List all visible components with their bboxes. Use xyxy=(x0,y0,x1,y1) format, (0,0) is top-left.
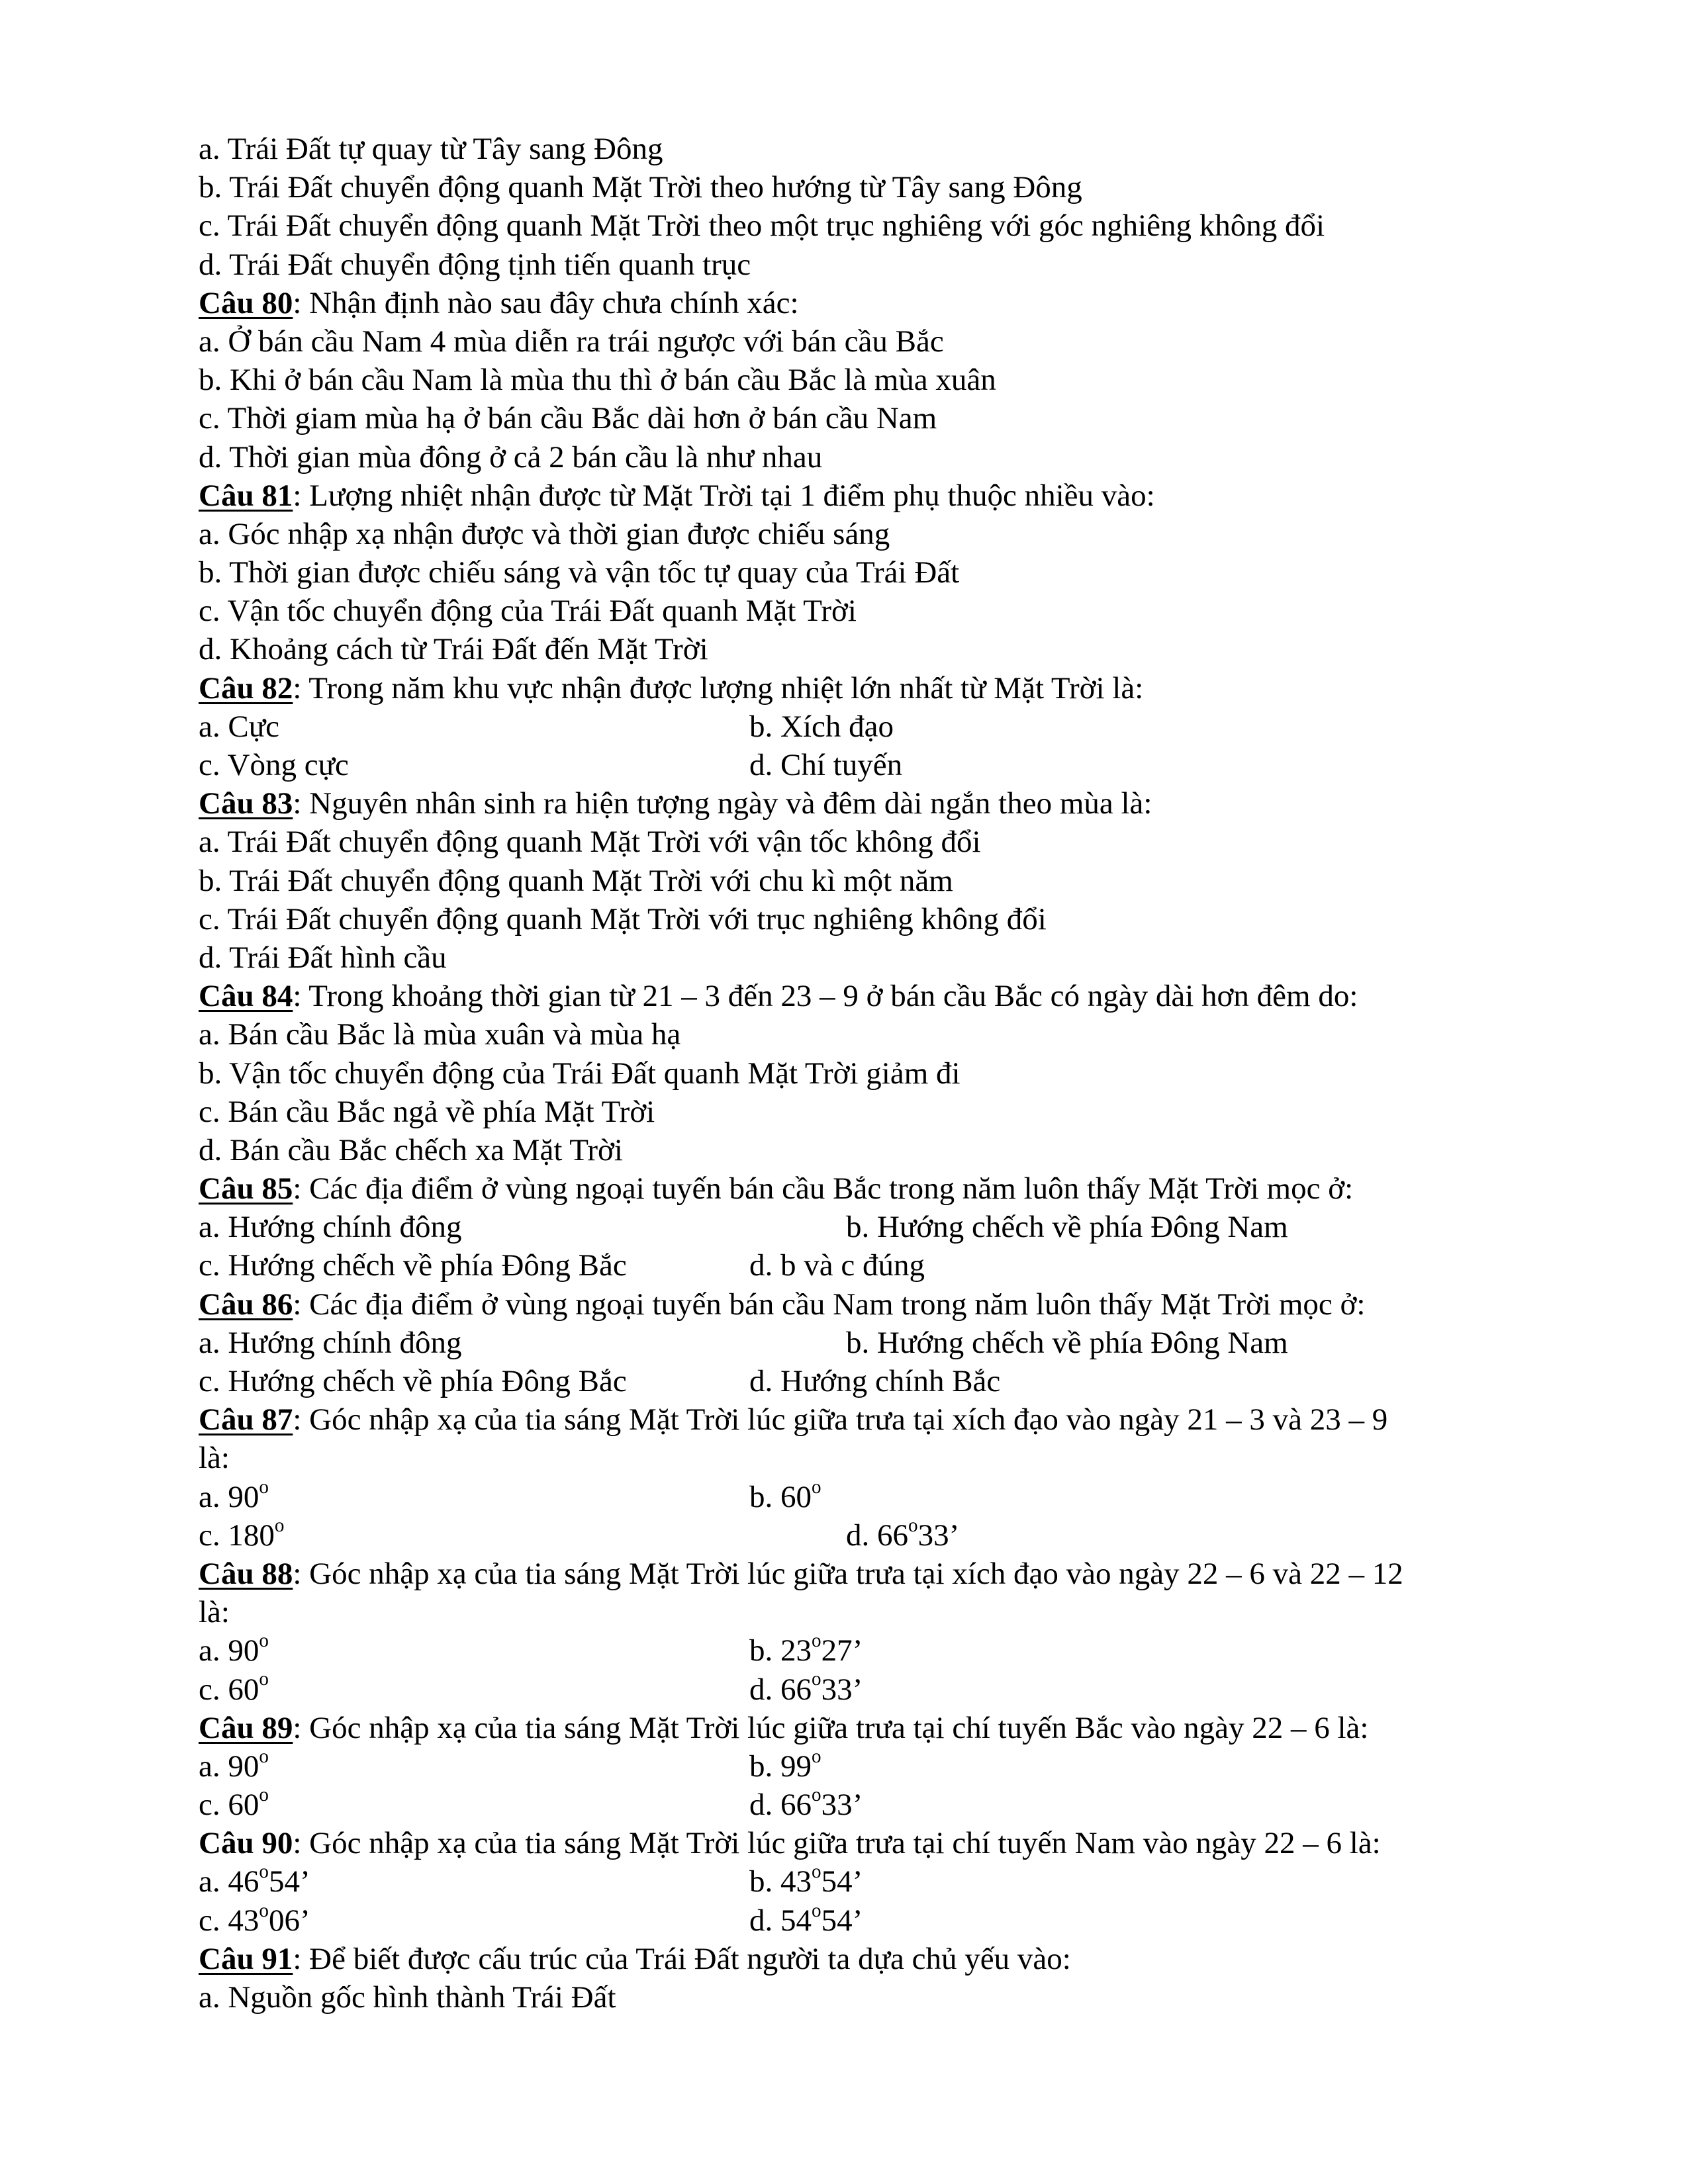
option-row xyxy=(199,707,1523,746)
option-row xyxy=(199,1670,1523,1709)
option-row xyxy=(199,1631,1523,1670)
question-89 xyxy=(199,1709,1523,1747)
question-text-continued: là: xyxy=(199,1441,230,1476)
question-label: Câu 87 xyxy=(199,1402,293,1437)
question-label: Câu 88 xyxy=(199,1556,293,1591)
question-label: Câu 80 xyxy=(199,285,293,320)
option-row xyxy=(199,1862,1523,1901)
option-d: d. 54$^o$54’ xyxy=(749,1899,863,1938)
option-c: c. Hướng chếch về phía Đông Bắc xyxy=(199,1248,627,1283)
option-a: a. Ở bán cầu Nam 4 mùa diễn ra trái ngược với bán cầu Bắc xyxy=(199,324,944,359)
option-b: b. Xích đạo xyxy=(749,709,894,744)
option-b: b. Trái Đất chuyển động quanh Mặt Trời theo hướng từ Tây sang Đông xyxy=(199,170,1082,205)
option-row xyxy=(199,1246,1523,1285)
option-c: c. Trái Đất chuyển động quanh Mặt Trời theo một trục nghiêng với góc nghiêng không đổi xyxy=(199,208,1325,244)
option-c: c. 180$^o$ xyxy=(199,1514,285,1553)
question-90 xyxy=(199,1824,1523,1862)
question-label: Câu 85 xyxy=(199,1171,293,1206)
option-row xyxy=(199,1901,1523,1940)
option-b: b. 60$^o$ xyxy=(749,1476,821,1514)
question-text: : Trong khoảng thời gian từ 21 – 3 đến 23 – 9 ở bán cầu Bắc có ngày dài hơn đêm do: xyxy=(293,979,1358,1014)
option-row xyxy=(199,746,1523,784)
question-text: : Các địa điểm ở vùng ngoại tuyến bán cầu Bắc trong năm luôn thấy Mặt Trời mọc ở: xyxy=(293,1171,1354,1206)
question-91 xyxy=(199,1940,1523,1978)
option-row xyxy=(199,1362,1523,1400)
option-row xyxy=(199,1747,1523,1786)
question-label: Câu 89 xyxy=(199,1710,293,1745)
option-d: d. Khoảng cách từ Trái Đất đến Mặt Trời xyxy=(199,632,708,667)
question-text: : Nguyên nhân sinh ra hiện tượng ngày và đêm dài ngắn theo mùa là: xyxy=(293,786,1152,821)
option-b: b. Trái Đất chuyển động quanh Mặt Trời với chu kì một năm xyxy=(199,863,953,898)
question-text: : Nhận định nào sau đây chưa chính xác: xyxy=(293,285,799,320)
option-a: a. Trái Đất chuyển động quanh Mặt Trời với vận tốc không đổi xyxy=(199,825,981,860)
option-c: c. Vòng cực xyxy=(199,748,349,782)
question-list xyxy=(199,130,1523,2017)
option-c: c. Trái Đất chuyển động quanh Mặt Trời với trục nghiêng không đổi xyxy=(199,901,1047,936)
option-a: a. Hướng chính đông xyxy=(199,1325,462,1360)
option-c: c. 43$^o$06’ xyxy=(199,1899,310,1938)
question-88 xyxy=(199,1555,1523,1593)
option-c: c. 60$^o$ xyxy=(199,1784,269,1823)
option-b: b. 99$^o$ xyxy=(749,1745,821,1784)
option-d: d. Hướng chính Bắc xyxy=(749,1364,1001,1398)
question-label: Câu 82 xyxy=(199,670,293,705)
option-d: d. 66$^o$33’ xyxy=(749,1784,863,1823)
question-text: : Góc nhập xạ của tia sáng Mặt Trời lúc giữa trưa tại xích đạo vào ngày 22 – 6 và 22 – 12 xyxy=(293,1556,1403,1591)
question-85 xyxy=(199,1169,1523,1208)
question-87 xyxy=(199,1400,1523,1439)
question-text: : Góc nhập xạ của tia sáng Mặt Trời lúc giữa trưa tại xích đạo vào ngày 21 – 3 và 23 – 9 xyxy=(293,1402,1388,1437)
question-label: Câu 81 xyxy=(199,478,293,513)
option-a: a. Nguồn gốc hình thành Trái Đất xyxy=(199,1980,616,2015)
option-d: d. Trái Đất hình cầu xyxy=(199,940,447,975)
question-label: Câu 84 xyxy=(199,979,293,1014)
option-a: a. Góc nhập xạ nhận được và thời gian được chiếu sáng xyxy=(199,516,890,551)
question-label: Câu 91 xyxy=(199,1941,293,1976)
option-d: d. 66$^o$33’ xyxy=(749,1668,863,1707)
option-row xyxy=(199,1516,1523,1555)
question-82 xyxy=(199,669,1523,707)
option-b: b. Hướng chếch về phía Đông Nam xyxy=(846,1325,1288,1360)
option-d: d. Thời gian mùa đông ở cả 2 bán cầu là như nhau xyxy=(199,439,823,475)
option-d: d. Bán cầu Bắc chếch xa Mặt Trời xyxy=(199,1132,623,1167)
option-c: c. Hướng chếch về phía Đông Bắc xyxy=(199,1364,627,1398)
option-b: b. Khi ở bán cầu Nam là mùa thu thì ở bán cầu Bắc là mùa xuân xyxy=(199,363,996,398)
option-c: c. Thời giam mùa hạ ở bán cầu Bắc dài hơn ở bán cầu Nam xyxy=(199,401,937,436)
question-text: : Góc nhập xạ của tia sáng Mặt Trời lúc giữa trưa tại chí tuyến Bắc vào ngày 22 – 6 là: xyxy=(293,1710,1369,1745)
option-a: a. Bán cầu Bắc là mùa xuân và mùa hạ xyxy=(199,1017,681,1052)
question-84 xyxy=(199,977,1523,1015)
option-a: a. 46$^o$54’ xyxy=(199,1861,310,1899)
question-80 xyxy=(199,284,1523,322)
question-86 xyxy=(199,1285,1523,1324)
question-label: Câu 83 xyxy=(199,786,293,821)
option-b: b. 43$^o$54’ xyxy=(749,1861,863,1899)
option-b: b. Hướng chếch về phía Đông Nam xyxy=(846,1210,1288,1245)
question-label: Câu 86 xyxy=(199,1287,293,1322)
question-label: Câu 90 xyxy=(199,1826,293,1861)
question-text: : Để biết được cấu trúc của Trái Đất người ta dựa chủ yếu vào: xyxy=(293,1941,1071,1976)
option-a: a. 90$^o$ xyxy=(199,1630,269,1668)
option-b: b. 23$^o$27’ xyxy=(749,1630,863,1668)
option-row xyxy=(199,1786,1523,1824)
question-83 xyxy=(199,784,1523,823)
question-text-continued: là: xyxy=(199,1595,230,1630)
option-c: c. Vận tốc chuyển động của Trái Đất quanh Mặt Trời xyxy=(199,594,857,629)
option-c: c. Bán cầu Bắc ngả về phía Mặt Trời xyxy=(199,1094,655,1129)
option-a: a. 90$^o$ xyxy=(199,1745,269,1784)
option-d: d. Chí tuyến xyxy=(749,748,903,782)
question-text: : Lượng nhiệt nhận được từ Mặt Trời tại 1 điểm phụ thuộc nhiều vào: xyxy=(293,478,1155,513)
question-text: : Trong năm khu vực nhận được lượng nhiệt lớn nhất từ Mặt Trời là: xyxy=(293,670,1144,705)
option-a: a. Hướng chính đông xyxy=(199,1210,462,1245)
question-81 xyxy=(199,477,1523,515)
option-row xyxy=(199,1208,1523,1246)
option-b: b. Thời gian được chiếu sáng và vận tốc tự quay của Trái Đất xyxy=(199,555,960,590)
option-a: a. 90$^o$ xyxy=(199,1476,269,1514)
option-a: a. Cực xyxy=(199,709,280,744)
option-c: c. 60$^o$ xyxy=(199,1668,269,1707)
option-row xyxy=(199,1478,1523,1516)
option-b: b. Vận tốc chuyển động của Trái Đất quanh Mặt Trời giảm đi xyxy=(199,1056,961,1091)
option-row xyxy=(199,1324,1523,1362)
option-a: a. Trái Đất tự quay từ Tây sang Đông xyxy=(199,132,663,166)
question-text: : Các địa điểm ở vùng ngoại tuyến bán cầu Nam trong năm luôn thấy Mặt Trời mọc ở: xyxy=(293,1287,1366,1322)
option-d: d. b và c đúng xyxy=(749,1248,925,1283)
option-d: d. 66$^o$33’ xyxy=(846,1514,960,1553)
question-text: : Góc nhập xạ của tia sáng Mặt Trời lúc giữa trưa tại chí tuyến Nam vào ngày 22 – 6 là: xyxy=(293,1826,1381,1861)
option-d: d. Trái Đất chuyển động tịnh tiến quanh trục xyxy=(199,247,751,282)
